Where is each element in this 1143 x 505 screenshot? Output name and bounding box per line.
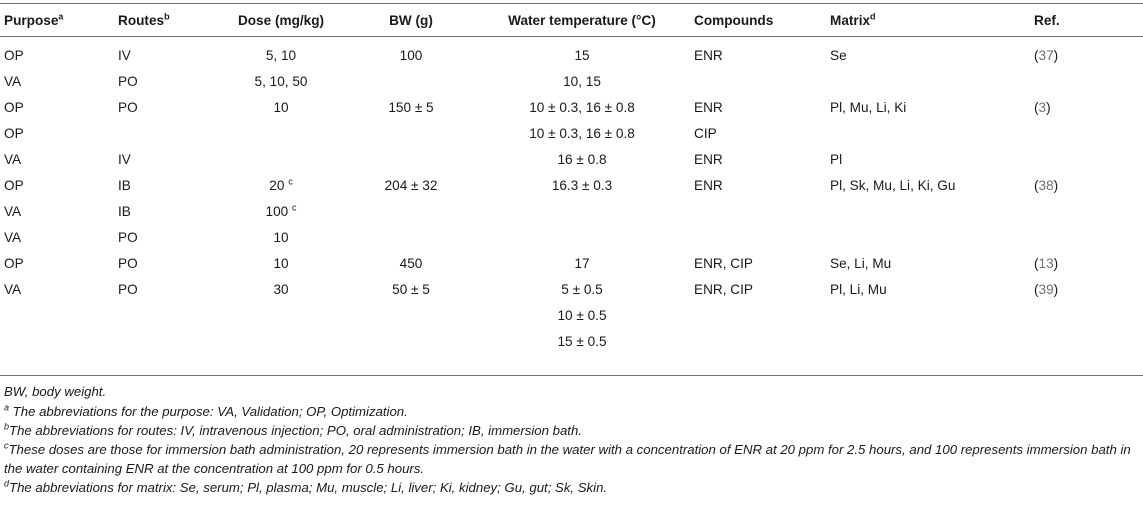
table-row bbox=[0, 172, 1143, 198]
table-body bbox=[0, 36, 1143, 354]
cell-water-temperature: 10, 15 bbox=[563, 73, 601, 89]
cell-purpose: VA bbox=[4, 203, 22, 219]
cell-matrix bbox=[830, 328, 1034, 354]
cell-purpose: OP bbox=[4, 177, 24, 193]
cell-bw bbox=[352, 198, 470, 224]
cell-ref bbox=[1034, 224, 1143, 250]
cell-bw: 100 bbox=[399, 47, 423, 63]
cell-purpose: OP bbox=[4, 47, 24, 63]
col-header-matrix: Matrix$^d$ bbox=[830, 10, 876, 28]
cell-compounds: ENR, CIP bbox=[694, 281, 753, 297]
table-row bbox=[0, 120, 1143, 146]
cell-matrix: Pl bbox=[830, 151, 843, 167]
cell-water-temperature bbox=[470, 224, 694, 250]
cell-ref bbox=[1034, 328, 1143, 354]
footnote-d: $^d$The abbreviations for matrix: Se, serum; Pl, plasma; Mu, muscle; Li, liver; Ki, kidney; Gu, gut; Sk, Skin. bbox=[4, 478, 608, 495]
cell-purpose: VA bbox=[4, 151, 22, 167]
cell-ref bbox=[1034, 198, 1143, 224]
cell-route: IB bbox=[118, 177, 131, 193]
cell-bw: 450 bbox=[399, 255, 423, 271]
cell-compounds bbox=[694, 328, 830, 354]
footnote-bw: BW, body weight. bbox=[4, 384, 107, 399]
table-row bbox=[0, 146, 1143, 172]
cell-matrix bbox=[830, 120, 1034, 146]
cell-matrix bbox=[830, 68, 1034, 94]
cell-route: PO bbox=[118, 99, 138, 115]
cell-water-temperature bbox=[470, 198, 694, 224]
cell-matrix bbox=[830, 302, 1034, 328]
cell-water-temperature: 15 ± 0.5 bbox=[557, 333, 607, 349]
footnote-c: $^c$These doses are those for immersion bath administration, 20 represents immersion bath in the water with a concentration of ENR at 20 ppm for 2.5 hours, and 100 represents immersion bath in the water containing ENR at the concentration at 100 ppm for 0.5 hours. bbox=[4, 440, 1131, 476]
cell-water-temperature: 16 ± 0.8 bbox=[557, 151, 607, 167]
cell-ref: (37) bbox=[1034, 47, 1059, 63]
cell-route: IV bbox=[118, 47, 131, 63]
bottom-rule bbox=[0, 375, 1143, 376]
cell-compounds bbox=[694, 68, 830, 94]
cell-compounds: ENR bbox=[694, 177, 723, 193]
col-header-compounds: Compounds bbox=[694, 12, 774, 28]
citation-link[interactable]: 38 bbox=[1038, 177, 1054, 193]
cell-compounds bbox=[694, 302, 830, 328]
cell-ref bbox=[1034, 302, 1143, 328]
cell-purpose: VA bbox=[4, 281, 22, 297]
cell-route: PO bbox=[118, 229, 138, 245]
col-header-bw: BW (g) bbox=[389, 12, 433, 28]
table-row bbox=[0, 328, 1143, 354]
cell-route bbox=[118, 120, 210, 146]
table-row bbox=[0, 276, 1143, 302]
citation-link[interactable]: 39 bbox=[1038, 281, 1054, 297]
cell-route: IB bbox=[118, 203, 131, 219]
table-row bbox=[0, 36, 1143, 68]
cell-dose: 5, 10 bbox=[265, 47, 297, 63]
cell-dose bbox=[210, 120, 352, 146]
cell-purpose: OP bbox=[4, 255, 24, 271]
cell-matrix: Se, Li, Mu bbox=[830, 255, 892, 271]
cell-water-temperature: 5 ± 0.5 bbox=[561, 281, 603, 297]
cell-dose: 30 bbox=[273, 281, 289, 297]
cell-water-temperature: 10 ± 0.3, 16 ± 0.8 bbox=[529, 99, 635, 115]
cell-bw bbox=[352, 328, 470, 354]
cell-ref: (13) bbox=[1034, 255, 1059, 271]
table-row bbox=[0, 94, 1143, 120]
cell-compounds: CIP bbox=[694, 125, 717, 141]
cell-bw: 150 ± 5 bbox=[388, 99, 434, 115]
cell-dose bbox=[210, 302, 352, 328]
col-header-purpose: Purpose$^a$ bbox=[4, 10, 64, 28]
cell-purpose: OP bbox=[4, 125, 24, 141]
cell-dose: 5, 10, 50 bbox=[254, 73, 308, 89]
cell-route: IV bbox=[118, 151, 131, 167]
cell-matrix: Se bbox=[830, 47, 847, 63]
cell-bw bbox=[352, 68, 470, 94]
cell-dose: 100 $^c$ bbox=[265, 201, 297, 219]
cell-purpose bbox=[0, 328, 118, 354]
citation-link[interactable]: 13 bbox=[1038, 255, 1054, 271]
table-row bbox=[0, 198, 1143, 224]
cell-bw bbox=[352, 302, 470, 328]
cell-matrix bbox=[830, 198, 1034, 224]
cell-route bbox=[118, 302, 210, 328]
col-header-water-temperature: Water temperature (°C) bbox=[508, 12, 656, 28]
cell-route bbox=[118, 328, 210, 354]
cell-water-temperature: 16.3 ± 0.3 bbox=[551, 177, 613, 193]
cell-purpose: VA bbox=[4, 73, 22, 89]
cell-ref bbox=[1034, 146, 1143, 172]
cell-ref: (38) bbox=[1034, 177, 1059, 193]
footnote-a: $^a$ The abbreviations for the purpose: VA, Validation; OP, Optimization. bbox=[4, 402, 408, 419]
cell-dose: 10 bbox=[273, 99, 289, 115]
citation-link[interactable]: 37 bbox=[1038, 47, 1054, 63]
cell-compounds bbox=[694, 198, 830, 224]
data-table bbox=[0, 4, 1143, 354]
table-row bbox=[0, 68, 1143, 94]
cell-route: PO bbox=[118, 255, 138, 271]
cell-route: PO bbox=[118, 73, 138, 89]
cell-matrix: Pl, Sk, Mu, Li, Ki, Gu bbox=[830, 177, 956, 193]
cell-dose: 20 $^c$ bbox=[269, 175, 293, 193]
cell-water-temperature: 10 ± 0.5 bbox=[557, 307, 607, 323]
cell-matrix: Pl, Li, Mu bbox=[830, 281, 887, 297]
cell-compounds: ENR bbox=[694, 47, 723, 63]
cell-bw bbox=[352, 224, 470, 250]
cell-bw bbox=[352, 120, 470, 146]
cell-purpose: VA bbox=[4, 229, 22, 245]
cell-compounds: ENR bbox=[694, 99, 723, 115]
cell-dose: 10 bbox=[273, 229, 289, 245]
cell-dose bbox=[210, 328, 352, 354]
cell-matrix bbox=[830, 224, 1034, 250]
cell-matrix: Pl, Mu, Li, Ki bbox=[830, 99, 907, 115]
cell-route: PO bbox=[118, 281, 138, 297]
table-row bbox=[0, 250, 1143, 276]
table-row bbox=[0, 224, 1143, 250]
cell-bw bbox=[352, 146, 470, 172]
cell-bw: 50 ± 5 bbox=[392, 281, 430, 297]
cell-compounds: ENR bbox=[694, 151, 723, 167]
cell-purpose bbox=[0, 302, 118, 328]
cell-dose bbox=[210, 146, 352, 172]
cell-compounds: ENR, CIP bbox=[694, 255, 753, 271]
footnote-b: $^b$The abbreviations for routes: IV, intravenous injection; PO, oral administration; IB, immersion bath. bbox=[4, 421, 582, 438]
cell-purpose: OP bbox=[4, 99, 24, 115]
cell-water-temperature: 10 ± 0.3, 16 ± 0.8 bbox=[529, 125, 635, 141]
cell-ref bbox=[1034, 120, 1143, 146]
table-row bbox=[0, 302, 1143, 328]
cell-water-temperature: 17 bbox=[574, 255, 590, 271]
cell-dose: 10 bbox=[273, 255, 289, 271]
cell-compounds bbox=[694, 224, 830, 250]
citation-link[interactable]: 3 bbox=[1038, 99, 1047, 115]
col-header-dose: Dose (mg/kg) bbox=[237, 12, 325, 28]
cell-bw: 204 ± 32 bbox=[384, 177, 438, 193]
col-header-routes: Routes$^b$ bbox=[118, 10, 170, 28]
header-row bbox=[0, 4, 1143, 36]
cell-ref bbox=[1034, 68, 1143, 94]
cell-water-temperature: 15 bbox=[574, 47, 590, 63]
cell-ref: (3) bbox=[1034, 99, 1051, 115]
cell-ref: (39) bbox=[1034, 281, 1059, 297]
col-header-ref: Ref. bbox=[1034, 12, 1060, 28]
